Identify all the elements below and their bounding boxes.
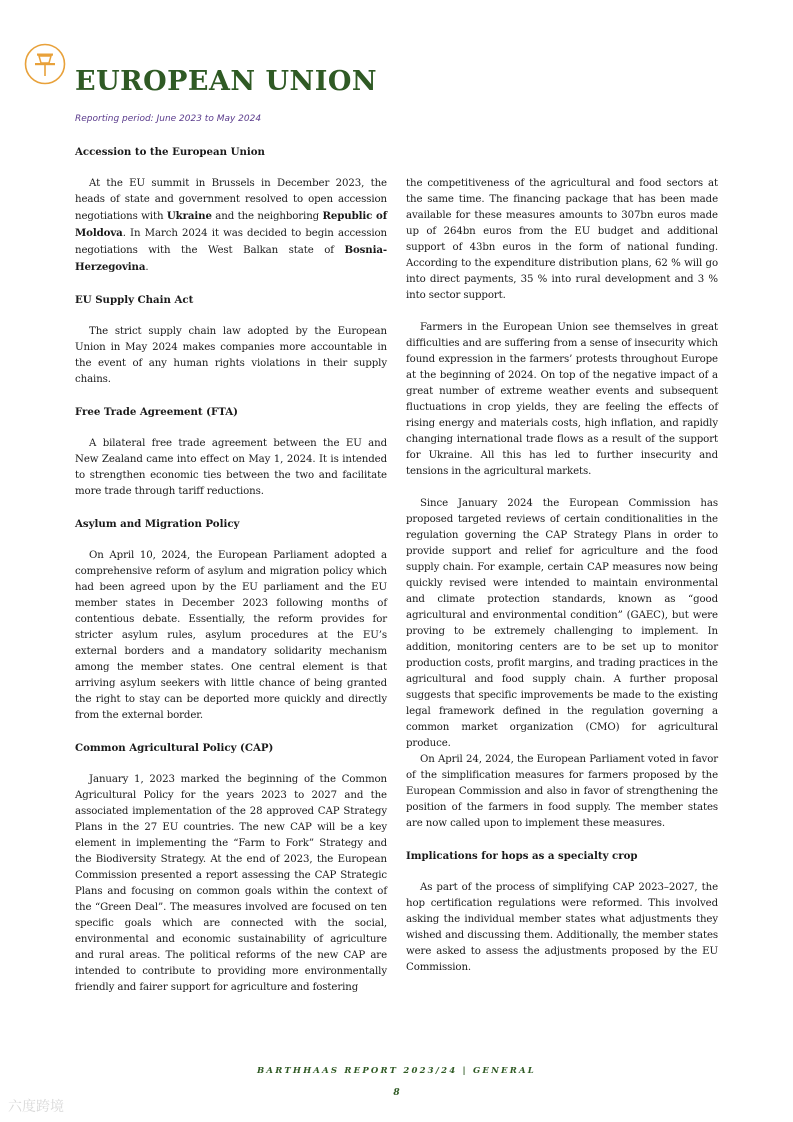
paragraph-parliament-vote: On April 24, 2024, the European Parliament voted in favor of the simplification measures for farmers proposed by the European Commission and also in favor of strengthening the position of the farmers in food supply. The member states are now called upon to implement these measures.: [406, 754, 718, 829]
bold-bosnia: Bosnia-Herzegovina: [75, 244, 387, 273]
section-heading-accession: Accession to the European Union: [75, 146, 265, 158]
section-heading-hops: Implications for hops as a specialty crop: [406, 850, 638, 862]
paragraph-supply-chain: The strict supply chain law adopted by the European Union in May 2024 makes companies more accountable in the event of any human rights violations in their supply chains.: [75, 326, 387, 385]
section-heading-cap: Common Agricultural Policy (CAP): [75, 742, 274, 754]
paragraph-commission: Since January 2024 the European Commission has proposed targeted reviews of certain conditionalities in the regulation governing the CAP Strategy Plans in order to provide support and relief for agriculture and the food supply chain. For example, certain CAP measures now being quickly revised were intended to maintain environmental and climate protection standards, known as “good agricultural and environmental condition” (GAEC), but were proving to be extremely challenging to implement. In addition, monitoring centers are to be set up to monitor production costs, profit margins, and trading practices in the agricultural and food supply chain. A further proposal suggests that specific improvements be made to the existing legal framework defined in the regulation governing a common market organization (CMO) for agricultural produce.: [406, 498, 718, 749]
right-column: [406, 176, 718, 976]
bold-ukraine: Ukraine: [166, 210, 212, 222]
page-title: EUROPEAN UNION: [75, 66, 378, 97]
paragraph-farmers: Farmers in the European Union see themselves in great difficulties and are suffering from a sense of insecurity which found expression in the farmers’ protests throughout Europe at the beginning of 2024. On top of the negative impact of a great number of extreme weather events and subsequent fluctuations in crop yields, they are feeling the effects of rising energy and materials costs, high inflation, and rapidly changing international trade flows as a result of the support for Ukraine. All this has led to further insecurity and tensions in the agricultural markets.: [406, 322, 718, 477]
left-column: [75, 144, 387, 996]
paragraph-asylum: On April 10, 2024, the European Parliament adopted a comprehensive reform of asylum and migration policy which had been agreed upon by the EU parliament and the EU member states in December 2023 following months of contentious debate. Essentially, the reform provides for stricter asylum rules, asylum procedures at the EU’s external borders and a mandatory solidarity mechanism among the member states. One central element is that arriving asylum seekers with little chance of being granted the right to stay can be deported more quickly and directly from the external border.: [75, 550, 387, 721]
page-number: 8: [393, 1088, 400, 1098]
reporting-period: Reporting period: June 2023 to May 2024: [75, 114, 262, 124]
pin-icon: [24, 43, 66, 85]
section-heading-fta: Free Trade Agreement (FTA): [75, 406, 238, 418]
section-heading-supply-chain: EU Supply Chain Act: [75, 294, 194, 306]
paragraph-cap: January 1, 2023 marked the beginning of the Common Agricultural Policy for the years 2023 to 2027 and the associated implementation of the 28 approved CAP Strategy Plans in the 27 EU countries. The new CAP will be a key element in implementing the “Farm to Fork” Strategy and the Biodiversity Strategy. At the end of 2023, the European Commission presented a report assessing the CAP Strategic Plans and focusing on common goals within the context of the “Green Deal”. The measures involved are focused on ten specific goals which are connected with the social, environmental and economic sustainability of agriculture and rural areas. The political reforms of the new CAP are intended to contribute to providing more environmentally friendly and fairer support for agriculture and fostering: [75, 774, 387, 993]
paragraph-fta: A bilateral free trade agreement between the EU and New Zealand came into effect on May 1, 2024. It is intended to strengthen economic ties between the two and facilitate more trade through tariff reductions.: [75, 438, 387, 497]
bold-moldova: Republic of Moldova: [75, 210, 387, 239]
paragraph-cap-continued: the competitiveness of the agricultural and food sectors at the same time. The financing package that has been made available for these measures amounts to 307bn euros made up of 264bn euros from the EU budget and additional support of 43bn euros in the form of national funding. According to the expenditure distribution plans, 62 % will go into direct payments, 35 % into rural development and 3 % into sector support.: [406, 178, 718, 301]
section-heading-asylum: Asylum and Migration Policy: [75, 518, 240, 530]
watermark: 六度跨境: [8, 1099, 64, 1115]
footer-report-title: BARTHHAAS REPORT 2023/24 | GENERAL: [257, 1066, 536, 1076]
paragraph-accession: At the EU summit in Brussels in December 2023, the heads of state and government resolved to open accession negotiations with Ukraine and the neighboring Republic of Moldova. In March 2024 it was decided to begin accession negotiations with the West Balkan state of Bosnia-Herzegovina.: [75, 178, 387, 273]
paragraph-hops: As part of the process of simplifying CAP 2023–2027, the hop certification regulations were reformed. This involved asking the individual member states what adjustments they wished and discussing them. Additionally, the member states were asked to assess the adjustments proposed by the EU Commission.: [406, 882, 718, 973]
